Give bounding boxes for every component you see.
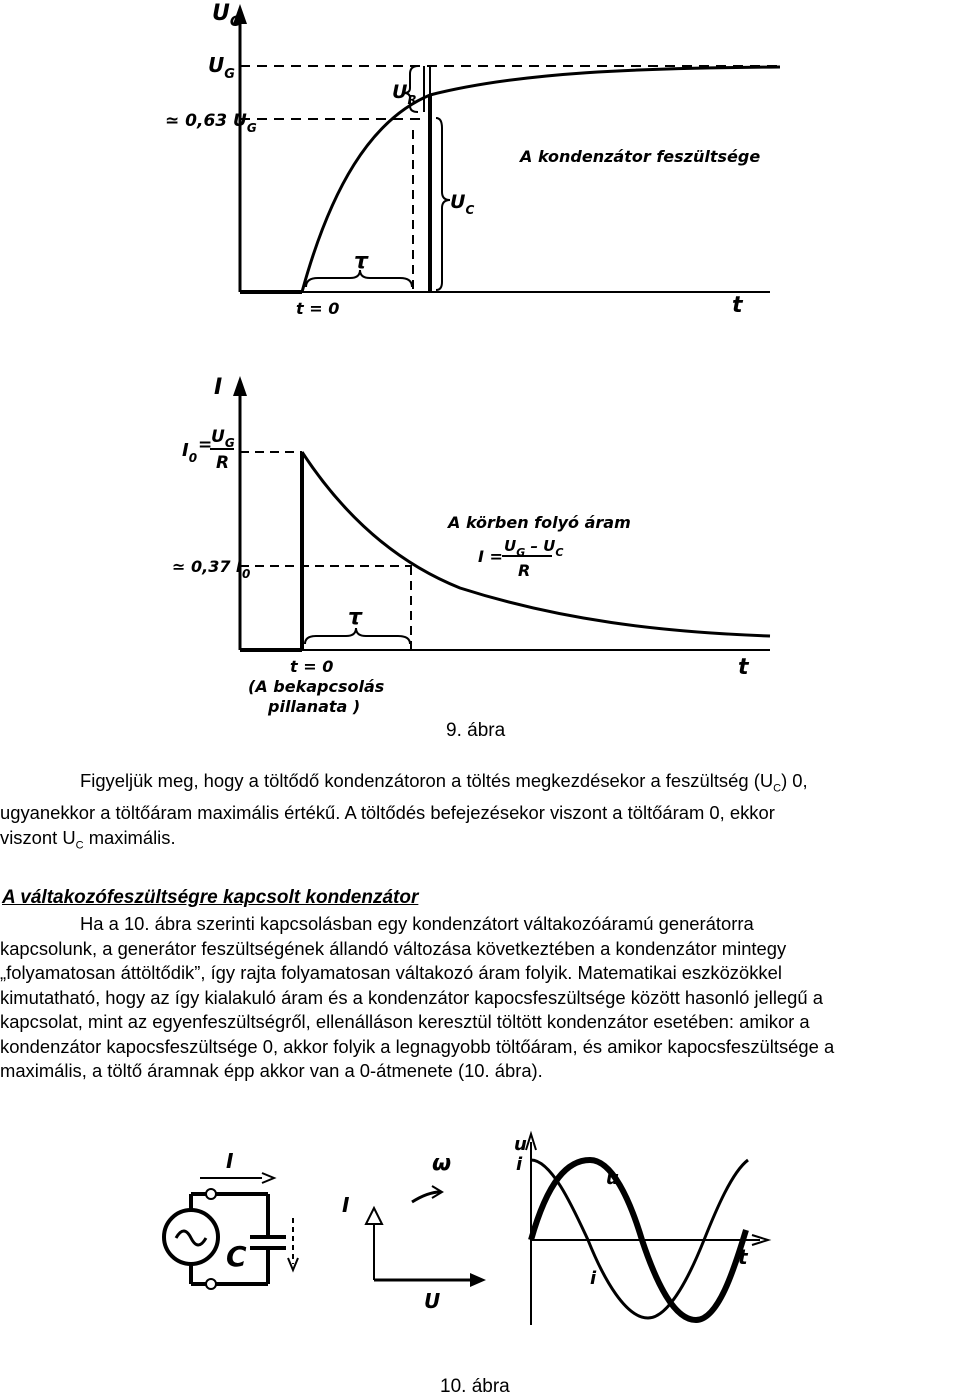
- svg-text:R: R: [216, 453, 230, 473]
- ac-capacitor-figure: [0, 1120, 960, 1370]
- svg-text:UG: $U_G$: [208, 53, 235, 82]
- paragraph-1: Figyeljük meg, hogy a töltődő kondenzátoron a töltés megkezdésekor a feszültség $(U_C)$ 0, ugyanekkor a töltőáram maximális értékű. A töltődés befejezésekor viszont a töltőáram 0, ekkor viszont $U_C$ maximális.: [0, 770, 808, 852]
- svg-text:UG – UC: $U_G - U_C$: [504, 537, 564, 559]
- svg-text:t: t: [738, 1245, 748, 1269]
- svg-text:UC: $U_C$: [450, 191, 475, 217]
- svg-text:τ: τ: [348, 605, 363, 630]
- svg-text:C: C: [226, 1240, 247, 1273]
- section-heading: A váltakozófeszültségre kapcsolt kondenzátor: [2, 887, 419, 908]
- svg-text:t = 0: t = 0: [296, 299, 340, 318]
- phasor-diagram: [366, 1186, 486, 1287]
- charging-current-chart: [0, 370, 960, 720]
- svg-text:τ: τ: [354, 249, 369, 274]
- svg-text:U: U: [424, 1289, 441, 1313]
- svg-text:u: u: [606, 1168, 619, 1189]
- figure-10-caption: 10. ábra: [440, 1376, 510, 1397]
- svg-text:(A bekapcsolás: (A bekapcsolás: [248, 677, 385, 696]
- svg-text:=: =: [198, 435, 213, 455]
- svg-text:u: u: [514, 1134, 527, 1155]
- svg-text:≃ 0,37 I0: ≃ 0,37 $I_0$: [172, 557, 251, 581]
- svg-text:ω: ω: [432, 1151, 452, 1176]
- svg-text:pillanata ): pillanata ): [268, 697, 361, 716]
- svg-text:≃ 0,63 UG: ≃ 0,63 $U_G$: [165, 111, 257, 135]
- waveform-chart: [526, 1134, 768, 1325]
- y-axis-arrow: [233, 376, 247, 396]
- svg-text:t: t: [738, 655, 749, 680]
- svg-text:I =: I =: [478, 547, 503, 566]
- svg-text:UR: $U_R$: [392, 81, 417, 107]
- voltage-curve-label: A kondenzátor feszültsége: [520, 147, 761, 166]
- svg-text:UC: $U_C$: [212, 1, 241, 30]
- svg-text:t = 0: t = 0: [290, 657, 334, 676]
- svg-text:I: I: [226, 1149, 234, 1173]
- svg-text:UG: $U_G$: [211, 427, 235, 450]
- uc-brace: [436, 118, 450, 290]
- svg-text:i: i: [590, 1268, 597, 1289]
- svg-text:R: R: [518, 561, 531, 580]
- capacitor-voltage-chart: [0, 0, 960, 330]
- svg-text:I0: $I_0$: [182, 440, 198, 465]
- figure-9-caption: 9. ábra: [446, 720, 506, 741]
- paragraph-2: Ha a 10. ábra szerinti kapcsolásban egy kondenzátort váltakozóáramú generátorra kapcsolunk, a generátor feszültségének állandó változása következtében a kondenzátor mintegy „folyamatosan áttöltődik”, így rajta folyamatosan váltakozó áram folyik. Matematikai eszközökkel kimutatható, hogy az így kialakuló áram és a kondenzátor kapocsfeszültsége között hasonló jellegű a kapcsolat, mint az egyenfeszültségről, ellenálláson keresztül töltött kondenzátor esetében: amikor a kondenzátor kapocsfeszültsége 0, akkor folyik a legnagyobb töltőáram, és amikor kapocsfeszültsége a maximális, a töltő áramnak épp akkor van a 0-átmenete (10. ábra).: [0, 913, 835, 1081]
- svg-text:I: I: [342, 1193, 350, 1217]
- current-curve-label: A körben folyó áram: [448, 513, 631, 532]
- tau-brace: [305, 628, 410, 644]
- x-axis-label: t: [732, 293, 743, 318]
- svg-text:i: i: [516, 1154, 523, 1175]
- svg-text:I: I: [214, 375, 223, 400]
- charging-curve: [302, 67, 780, 292]
